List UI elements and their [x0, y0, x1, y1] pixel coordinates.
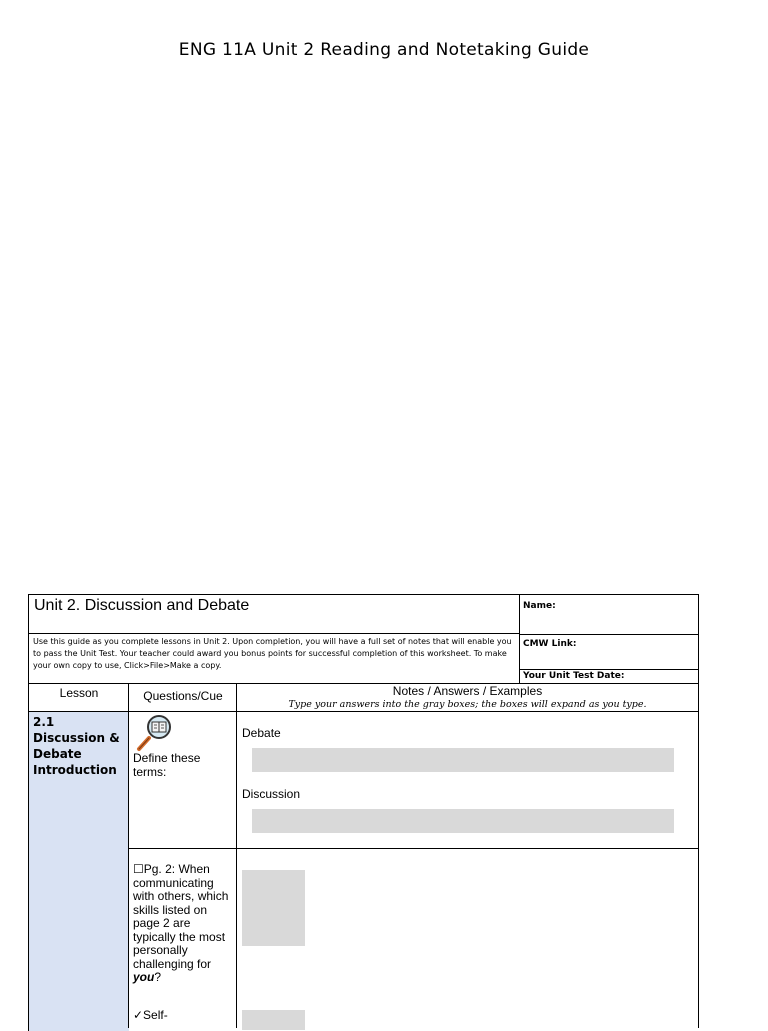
page-title: ENG 11A Unit 2 Reading and Notetaking Guide: [178, 40, 590, 60]
notes-column-header: [236, 683, 699, 712]
intro-text: Use this guide as you complete lessons in Unit 2. Upon completion, you will have a full set of notes that will enable you to pass the Unit Test. Your teacher could award you bonus points for successful completion of this worksheet. To make your own copy to use, Click>File>Make a copy.: [28, 633, 520, 684]
lesson-cell: [28, 711, 129, 1031]
lesson-column-header: Lesson: [28, 683, 129, 712]
notes-header-title: Notes / Answers / Examples: [392, 684, 543, 698]
test-date-field[interactable]: [519, 669, 699, 684]
magnifier-book-icon: [135, 714, 173, 752]
name-label: Name:: [523, 601, 556, 611]
notes-cell-define-terms: [236, 711, 699, 849]
emphasis-you: you: [133, 970, 155, 984]
term-label-debate: Debate: [242, 726, 281, 740]
next-cue: ✓Self-: [133, 1008, 168, 1022]
test-date-label: Your Unit Test Date:: [523, 671, 625, 681]
cmw-link-label: CMW Link:: [523, 639, 577, 649]
define-terms-cue: Define these terms:: [133, 751, 201, 779]
notes-header-instructions: Type your answers into the gray boxes; the boxes will expand as you type.: [288, 699, 647, 710]
lesson-name: Discussion & Debate Introduction: [33, 731, 120, 777]
skills-question-cue: ☐Pg. 2: When communicating with others, which skills listed on page 2 are typically the most personally challenging for you?: [133, 862, 229, 984]
questions-column-header: Questions/Cue: [128, 683, 237, 712]
skills-answer-box[interactable]: [242, 870, 305, 946]
term-label-discussion: Discussion: [242, 787, 301, 801]
name-field[interactable]: [519, 594, 699, 635]
debate-answer-box[interactable]: [252, 748, 674, 772]
cue-cell-skills: [128, 848, 237, 1028]
cue-cell-define-terms: [128, 711, 237, 849]
lesson-number: 2.1: [33, 715, 55, 729]
notes-cell-skills: [236, 848, 699, 1028]
cmw-link-field[interactable]: [519, 635, 699, 670]
unit-title: Unit 2. Discussion and Debate: [28, 594, 520, 634]
discussion-answer-box[interactable]: [252, 809, 674, 833]
notetaking-table: [28, 594, 699, 1024]
self-answer-box[interactable]: [242, 1010, 305, 1030]
